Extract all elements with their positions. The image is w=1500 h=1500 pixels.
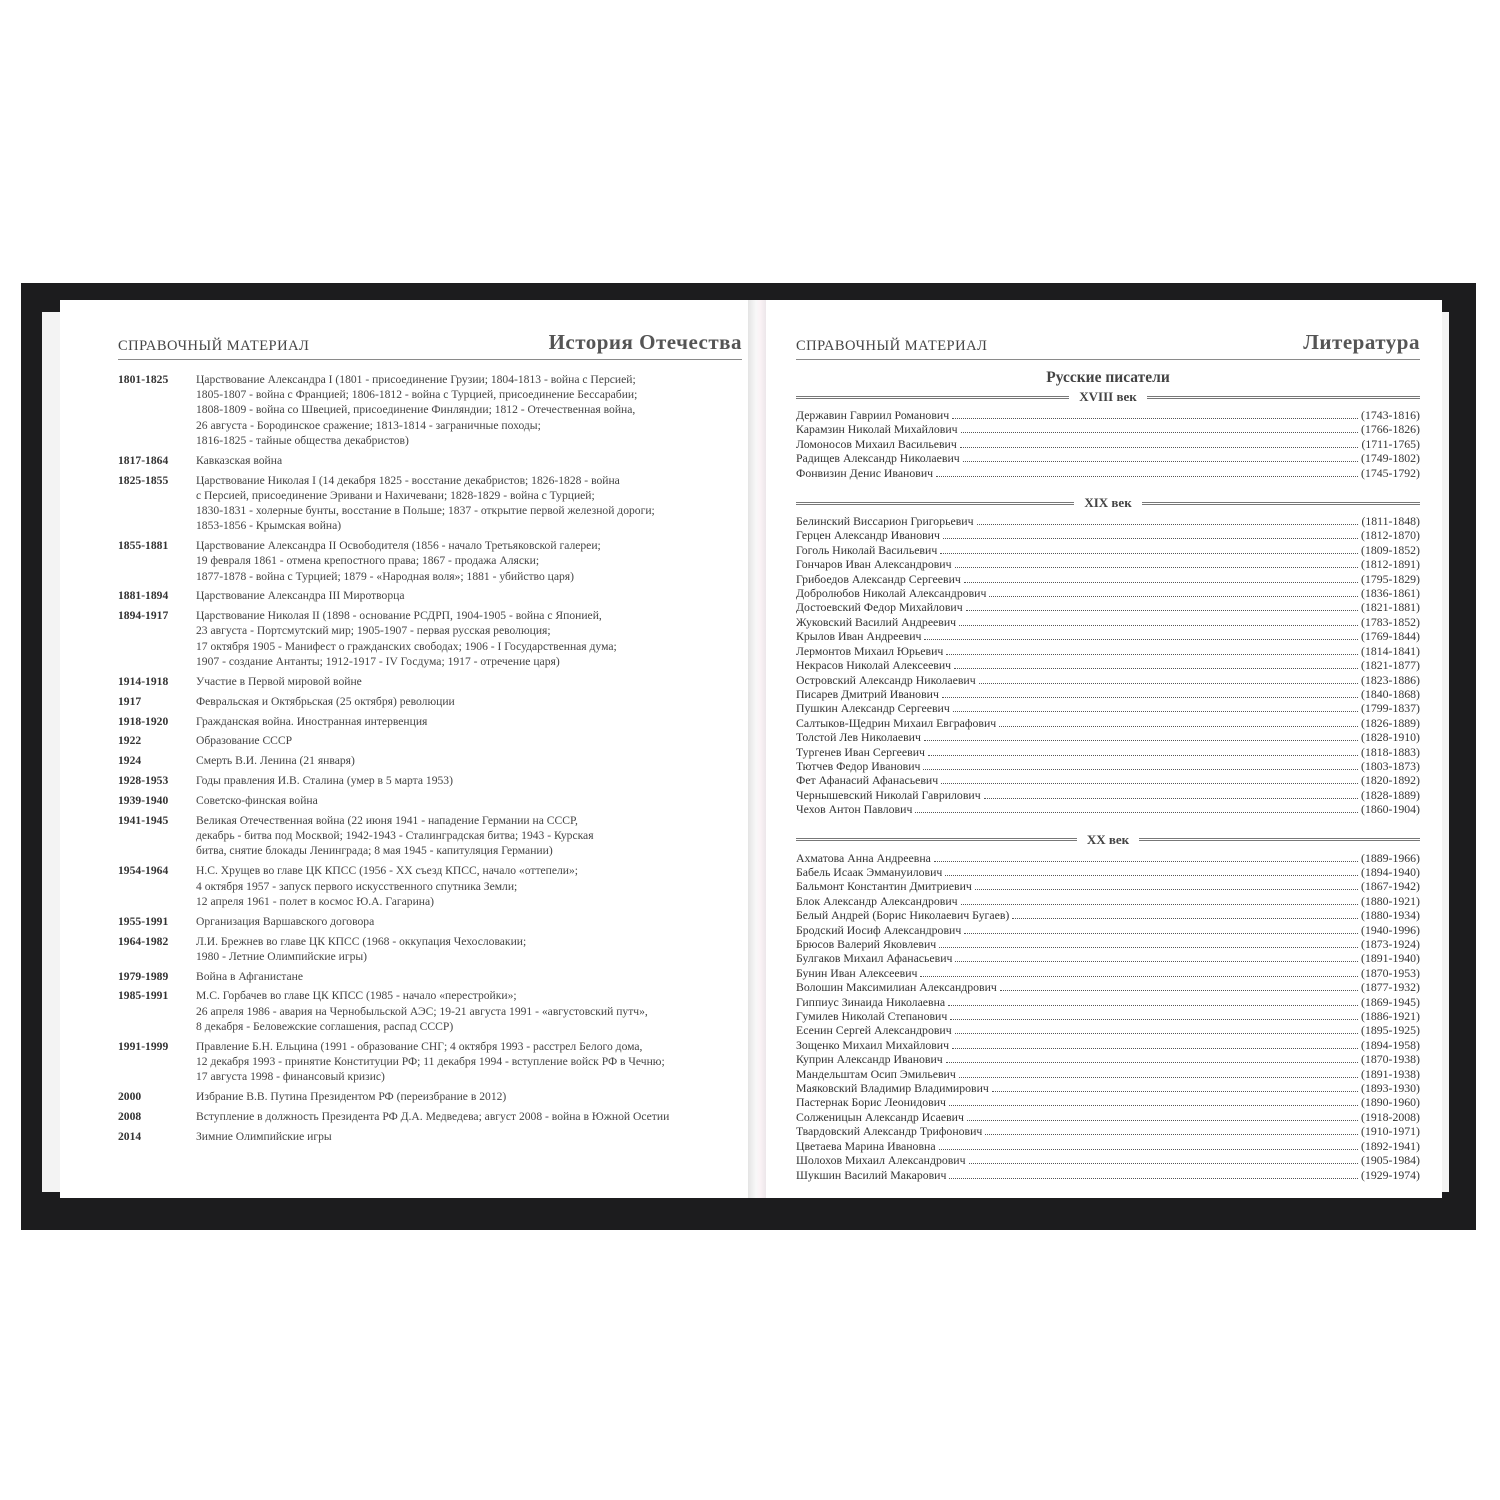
writer-row — [796, 514, 1420, 528]
timeline-event: Смерть В.И. Ленина (21 января) — [196, 754, 355, 768]
writer-name: Жуковский Василий Андреевич — [796, 614, 957, 629]
writer-years: (1889-1966) — [1361, 850, 1420, 865]
writer-row — [796, 466, 1420, 480]
writer-years: (1880-1921) — [1361, 893, 1420, 908]
writer-years: (1823-1886) — [1361, 672, 1420, 687]
writer-name: Маяковский Владимир Владимирович — [796, 1081, 989, 1096]
writer-years: (1929-1974) — [1361, 1167, 1420, 1182]
timeline-year: 1954-1964 — [118, 864, 169, 878]
writer-row — [796, 908, 1420, 922]
timeline-year: 1964-1982 — [118, 934, 169, 948]
timeline-event: Н.С. Хрущев во главе ЦК КПСС (1956 - XX съезд КПСС, начало «оттепели»; 4 октября 1957 - запуск первого искусственного спутника Земли; 12 апреля 1961 - полет в космос Ю.А. Гагарина) — [196, 864, 579, 908]
writer-years: (1860-1904) — [1361, 802, 1420, 817]
writer-years: (1809-1852) — [1361, 542, 1420, 557]
writer-row — [796, 716, 1420, 730]
writer-name: Твардовский Александр Трифонович — [796, 1124, 983, 1139]
writer-name: Герцен Александр Иванович — [796, 528, 940, 543]
writer-years: (1745-1792) — [1361, 465, 1420, 480]
writer-name: Цветаева Марина Ивановна — [796, 1138, 936, 1153]
century-label: XVIII век — [1079, 389, 1137, 404]
century-heading — [796, 389, 1420, 405]
timeline-row — [118, 988, 742, 1034]
century-label: XIX век — [1084, 495, 1132, 511]
timeline-row — [118, 1039, 742, 1085]
dot-leader — [943, 538, 1358, 539]
dot-leader — [952, 1048, 1358, 1049]
timeline-row — [118, 863, 742, 909]
writer-row — [796, 437, 1420, 451]
dot-leader — [985, 1134, 1358, 1135]
writer-name: Добролюбов Николай Александрович — [796, 586, 987, 601]
writer-years: (1769-1844) — [1361, 629, 1420, 644]
writer-years: (1869-1945) — [1361, 994, 1420, 1009]
writer-row — [796, 865, 1420, 879]
writer-years: (1894-1940) — [1361, 864, 1420, 879]
divider — [1142, 502, 1420, 505]
writer-row — [796, 980, 1420, 994]
timeline-event: Советско-финская война — [196, 794, 318, 808]
dot-leader — [942, 697, 1358, 698]
section-gap — [796, 480, 1420, 493]
writer-row — [796, 802, 1420, 816]
timeline-row — [118, 608, 742, 669]
dot-leader — [977, 524, 1359, 525]
divider — [796, 396, 1069, 399]
timeline-event: Избрание В.В. Путина Президентом РФ (переизбрание в 2012) — [196, 1090, 507, 1104]
dot-leader — [961, 904, 1358, 905]
writer-row — [796, 745, 1420, 759]
writer-name: Карамзин Николай Михайлович — [796, 422, 958, 437]
writer-name: Ахматова Анна Андреевна — [796, 850, 931, 865]
dot-leader — [969, 1163, 1358, 1164]
writers-list — [796, 389, 1420, 1182]
dot-leader — [984, 798, 1358, 799]
timeline-year: 1991-1999 — [118, 1039, 169, 1053]
writer-row — [796, 658, 1420, 672]
writer-years: (1812-1891) — [1361, 557, 1420, 572]
writer-row — [796, 1038, 1420, 1052]
timeline-event: Война в Афганистане — [196, 969, 303, 983]
writer-years: (1818-1883) — [1361, 744, 1420, 759]
writer-years: (1820-1892) — [1361, 773, 1420, 788]
writer-name: Солженицын Александр Исаевич — [796, 1109, 964, 1124]
writer-row — [796, 879, 1420, 893]
timeline-year: 1979-1989 — [118, 969, 169, 983]
writer-years: (1828-1889) — [1361, 787, 1420, 802]
dot-leader — [949, 1105, 1358, 1106]
century-heading — [796, 495, 1420, 511]
writer-years: (1870-1938) — [1361, 1052, 1420, 1067]
writer-row — [796, 1023, 1420, 1037]
writer-name: Шолохов Михаил Александрович — [796, 1153, 966, 1168]
writer-row — [796, 557, 1420, 571]
writer-row — [796, 773, 1420, 787]
writer-name: Грибоедов Александр Сергеевич — [796, 571, 961, 586]
dot-leader — [946, 1062, 1358, 1063]
timeline-event: Кавказская война — [196, 453, 283, 467]
writer-name: Тютчев Федор Иванович — [796, 758, 921, 773]
writer-name: Фонвизин Денис Иванович — [796, 465, 934, 480]
timeline-year: 1985-1991 — [118, 989, 169, 1003]
right-page — [766, 300, 1442, 1198]
timeline-event: Царствование Николая II (1898 - основание РСДРП, 1904-1905 - война с Японией, 23 августа - Портсмутский мир; 1905-1907 - первая русская революция; 17 октября 1905 - Манифест о гражданских свободах; 1906 - I Государственная дума; 1907 - создание Антанты; 1912-1917 - IV Госдума; 1917 - отречение царя) — [196, 609, 617, 668]
writer-years: (1893-1930) — [1361, 1081, 1420, 1096]
writer-name: Державин Гавриил Романович — [796, 408, 950, 422]
writer-years: (1867-1942) — [1361, 879, 1420, 894]
dot-leader — [940, 553, 1358, 554]
writer-name: Фет Афанасий Афанасьевич — [796, 773, 939, 788]
writer-row — [796, 673, 1420, 687]
writer-name: Бунин Иван Алексеевич — [796, 965, 918, 980]
dot-leader — [975, 889, 1358, 890]
dot-leader — [939, 1149, 1358, 1150]
writer-name: Гиппиус Зинаида Николаевна — [796, 994, 946, 1009]
dot-leader — [960, 447, 1359, 448]
writer-name: Чернышевский Николай Гаврилович — [796, 787, 981, 802]
timeline-year: 1918-1920 — [118, 714, 169, 728]
timeline-year: 1881-1894 — [118, 589, 169, 603]
writer-name: Блок Александр Александрович — [796, 893, 958, 908]
writer-name: Гончаров Иван Александрович — [796, 557, 952, 572]
writer-name: Гоголь Николай Васильевич — [796, 542, 938, 557]
timeline-row — [118, 1089, 742, 1104]
timeline-year: 1894-1917 — [118, 609, 169, 623]
dot-leader — [923, 769, 1358, 770]
writer-row — [796, 572, 1420, 586]
timeline-row — [118, 588, 742, 603]
writer-years: (1812-1870) — [1361, 528, 1420, 543]
dot-leader — [934, 861, 1358, 862]
writer-name: Салтыков-Щедрин Михаил Евграфович — [796, 715, 997, 730]
dot-leader — [955, 1033, 1358, 1034]
writer-name: Бродский Иосиф Александрович — [796, 922, 962, 937]
writer-years: (1828-1910) — [1361, 730, 1420, 745]
writer-name: Бальмонт Константин Дмитриевич — [796, 879, 972, 894]
writer-years: (1799-1837) — [1361, 701, 1420, 716]
writer-name: Тургенев Иван Сергеевич — [796, 744, 925, 759]
writer-name: Толстой Лев Николаевич — [796, 730, 921, 745]
timeline-year: 1917 — [118, 694, 142, 708]
timeline-row — [118, 674, 742, 689]
writer-years: (1880-1934) — [1361, 908, 1420, 923]
writers-subtitle: Русские писатели — [1046, 369, 1170, 386]
writer-row — [796, 923, 1420, 937]
timeline-event: Годы правления И.В. Сталина (умер в 5 марта 1953) — [196, 774, 453, 788]
writer-years: (1910-1971) — [1361, 1124, 1420, 1139]
timeline-year: 1817-1864 — [118, 453, 169, 467]
writer-name: Зощенко Михаил Михайлович — [796, 1037, 950, 1052]
dot-leader — [949, 1178, 1358, 1179]
writer-row — [796, 1095, 1420, 1109]
writer-row — [796, 1081, 1420, 1095]
dot-leader — [955, 567, 1358, 568]
writer-row — [796, 937, 1420, 951]
writer-name: Островский Александр Николаевич — [796, 672, 976, 687]
writer-name: Брюсов Валерий Яковлевич — [796, 937, 937, 951]
dot-leader — [941, 783, 1358, 784]
dot-leader — [966, 610, 1358, 611]
timeline-row — [118, 773, 742, 788]
timeline-row — [118, 969, 742, 984]
writer-years: (1795-1829) — [1361, 571, 1420, 586]
dot-leader — [954, 668, 1358, 669]
writer-row — [796, 422, 1420, 436]
right-page-header — [796, 326, 1420, 360]
dot-leader — [967, 1120, 1358, 1121]
dot-leader — [924, 740, 1358, 741]
writer-name: Некрасов Николай Алексеевич — [796, 658, 952, 673]
timeline-year: 2008 — [118, 1109, 142, 1123]
writer-row — [796, 788, 1420, 802]
writer-years: (1811-1848) — [1361, 514, 1420, 529]
writer-row — [796, 1139, 1420, 1153]
writer-name: Радищев Александр Николаевич — [796, 451, 960, 466]
timeline-year: 1939-1940 — [118, 794, 169, 808]
timeline-event: Великая Отечественная война (22 июня 1941 - нападение Германии на СССР, декабрь - битва под Москвой; 1942-1943 - Сталинградская битва; 1943 - Курская битва, снятие блокады Ленинграда; 8 мая 1945 - капитуляция Германии) — [196, 814, 594, 858]
writer-years: (1940-1996) — [1361, 922, 1420, 937]
left-page-header — [118, 326, 742, 360]
writer-name: Мандельштам Осип Эмильевич — [796, 1066, 956, 1081]
history-timeline — [118, 372, 742, 1144]
dot-leader — [952, 418, 1358, 419]
dot-leader — [953, 711, 1358, 712]
timeline-event: Организация Варшавского договора — [196, 914, 375, 928]
timeline-row — [118, 453, 742, 468]
writer-name: Писарев Дмитрий Иванович — [796, 686, 939, 701]
writer-row — [796, 894, 1420, 908]
writer-years: (1905-1984) — [1361, 1153, 1420, 1168]
writer-row — [796, 1124, 1420, 1138]
century-label: XX век — [1086, 831, 1130, 847]
dot-leader — [915, 812, 1358, 813]
dot-leader — [928, 755, 1358, 756]
writer-row — [796, 408, 1420, 422]
writer-years: (1894-1958) — [1361, 1037, 1420, 1052]
timeline-row — [118, 753, 742, 768]
dot-leader — [964, 933, 1358, 934]
dot-leader — [964, 582, 1358, 583]
century-heading — [796, 832, 1420, 848]
dot-leader — [948, 1005, 1358, 1006]
writer-name: Белинский Виссарион Григорьевич — [796, 514, 974, 529]
divider — [1147, 396, 1420, 399]
writer-row — [796, 451, 1420, 465]
dot-leader — [955, 961, 1358, 962]
timeline-event: Вступление в должность Президента РФ Д.А. Медведева; август 2008 - война в Южной Осетии — [196, 1109, 670, 1123]
timeline-year: 1955-1991 — [118, 914, 169, 928]
writer-row — [796, 1067, 1420, 1081]
dot-leader — [936, 476, 1358, 477]
page-title: Литература — [1303, 330, 1420, 354]
timeline-year: 2000 — [118, 1090, 142, 1104]
writer-row — [796, 730, 1420, 744]
writer-years: (1892-1941) — [1361, 1138, 1420, 1153]
writer-row — [796, 586, 1420, 600]
writer-row — [796, 851, 1420, 865]
timeline-event: Царствование Александра III Миротворца — [196, 589, 405, 603]
timeline-event: Правление Б.Н. Ельцина (1991 - образование СНГ; 4 октября 1993 - расстрел Белого дома, 12 декабря 1993 - принятие Конституции РФ; 11 декабря 1994 - вступление войск РФ в Чечню; 17 августа 1998 - финансовый кризис) — [196, 1039, 665, 1084]
writer-years: (1814-1841) — [1361, 643, 1420, 658]
writer-years: (1836-1861) — [1361, 586, 1420, 601]
writer-row — [796, 951, 1420, 965]
writer-row — [796, 1009, 1420, 1023]
writer-years: (1821-1877) — [1361, 658, 1420, 673]
timeline-event: Царствование Николая I (14 декабря 1825 - восстание декабристов; 1826-1828 - война с Персией, присоединение Эривани и Нахичевани; 1828-1829 - война с Турцией; 1830-1831 - холерные бунты, восстание в Польше; 1837 - открытие первой железной дороги; 1853-1856 - Крымская война) — [196, 473, 655, 533]
writer-name: Булгаков Михаил Афанасьевич — [796, 951, 953, 966]
divider — [796, 502, 1074, 505]
writer-years: (1821-1881) — [1361, 600, 1420, 615]
writer-years: (1877-1932) — [1361, 980, 1420, 995]
writer-years: (1766-1826) — [1361, 422, 1420, 437]
dot-leader — [963, 461, 1358, 462]
dot-leader — [992, 1091, 1358, 1092]
writer-years: (1711-1765) — [1361, 436, 1420, 451]
writer-years: (1890-1960) — [1361, 1095, 1420, 1110]
writer-name: Достоевский Федор Михайлович — [796, 600, 963, 615]
dot-leader — [950, 1019, 1358, 1020]
writer-years: (1749-1802) — [1361, 451, 1420, 466]
dot-leader — [920, 976, 1358, 977]
writer-row — [796, 528, 1420, 542]
dot-leader — [946, 654, 1358, 655]
timeline-row — [118, 733, 742, 748]
dot-leader — [945, 875, 1358, 876]
writer-name: Пушкин Александр Сергеевич — [796, 701, 950, 716]
writer-years: (1918-2008) — [1361, 1109, 1420, 1124]
writer-years: (1840-1868) — [1361, 686, 1420, 701]
dot-leader — [959, 625, 1358, 626]
writer-row — [796, 995, 1420, 1009]
timeline-row — [118, 538, 742, 584]
timeline-row — [118, 372, 742, 448]
timeline-event: Февральская и Октябрьская (25 октября) революции — [196, 694, 455, 708]
writer-years: (1783-1852) — [1361, 614, 1420, 629]
dot-leader — [989, 596, 1358, 597]
timeline-year: 1801-1825 — [118, 373, 169, 386]
timeline-row — [118, 473, 742, 534]
timeline-year: 1928-1953 — [118, 774, 169, 788]
writer-years: (1803-1873) — [1361, 758, 1420, 773]
writer-row — [796, 615, 1420, 629]
writer-name: Есенин Сергей Александрович — [796, 1023, 952, 1038]
writer-name: Лермонтов Михаил Юрьевич — [796, 643, 944, 658]
section-gap — [796, 817, 1420, 830]
timeline-year: 1924 — [118, 754, 142, 768]
writer-row — [796, 687, 1420, 701]
book-gutter — [748, 300, 768, 1198]
writer-name: Чехов Антон Павлович — [796, 802, 913, 817]
section-label: СПРАВОЧНЫЙ МАТЕРИАЛ — [796, 338, 988, 354]
dot-leader — [1000, 990, 1358, 991]
writer-name: Шукшин Василий Макарович — [796, 1167, 947, 1182]
timeline-row — [118, 714, 742, 729]
timeline-year: 1855-1881 — [118, 539, 169, 553]
writer-row — [796, 600, 1420, 614]
writer-name: Ломоносов Михаил Васильевич — [796, 436, 957, 451]
divider — [796, 838, 1077, 841]
dot-leader — [961, 432, 1358, 433]
writer-row — [796, 759, 1420, 773]
timeline-row — [118, 1109, 742, 1124]
section-label: СПРАВОЧНЫЙ МАТЕРИАЛ — [118, 338, 310, 354]
writer-years: (1895-1925) — [1361, 1023, 1420, 1038]
writer-name: Крылов Иван Андреевич — [796, 629, 922, 644]
writer-row — [796, 1153, 1420, 1167]
dot-leader — [1012, 918, 1358, 919]
timeline-row — [118, 694, 742, 709]
writer-row — [796, 543, 1420, 557]
timeline-year: 1825-1855 — [118, 473, 169, 487]
timeline-year: 1941-1945 — [118, 814, 169, 828]
dot-leader — [924, 639, 1358, 640]
timeline-row — [118, 914, 742, 929]
page-title: История Отечества — [548, 330, 742, 354]
writer-row — [796, 966, 1420, 980]
timeline-event: Образование СССР — [196, 734, 293, 748]
left-page — [60, 300, 750, 1198]
writer-name: Белый Андрей (Борис Николаевич Бугаев) — [796, 908, 1010, 923]
dot-leader — [999, 726, 1358, 727]
timeline-event: Зимние Олимпийские игры — [196, 1129, 332, 1143]
timeline-event: Царствование Александра I (1801 - присоединение Грузии; 1804-1813 - война с Персией; 1805-1807 - война с Францией; 1806-1812 - война с Турцией, присоединение Бессарабии; 1808-1809 - война со Швецией, присоединение Финляндии; 1812 - Отечественная война, 26 августа - Бородинское сражение; 1813-1814 - заграничные походы; 1816-1825 - тайные общества декабристов) — [196, 373, 638, 447]
writer-years: (1873-1924) — [1361, 937, 1420, 951]
writer-row — [796, 1052, 1420, 1066]
writer-row — [796, 1110, 1420, 1124]
timeline-event: Л.И. Брежнев во главе ЦК КПСС (1968 - оккупация Чехословакии; 1980 - Летние Олимпийские игры) — [196, 934, 527, 963]
timeline-event: М.С. Горбачев во главе ЦК КПСС (1985 - начало «перестройки»; 26 апреля 1986 - авария на Чернобыльской АЭС; 19-21 августа 1991 - «августовский путч», 8 декабря - Беловежские соглашения, распад СССР) — [196, 989, 648, 1033]
writer-name: Бабель Исаак Эммануилович — [796, 864, 943, 879]
dot-leader — [959, 1077, 1358, 1078]
timeline-year: 1922 — [118, 734, 142, 748]
writer-row — [796, 1168, 1420, 1182]
writer-name: Гумилев Николай Степанович — [796, 1009, 948, 1024]
timeline-row — [118, 793, 742, 808]
timeline-event: Гражданская война. Иностранная интервенция — [196, 714, 428, 728]
timeline-year: 1914-1918 — [118, 674, 169, 688]
timeline-year: 2014 — [118, 1129, 142, 1143]
timeline-row — [118, 813, 742, 859]
writer-years: (1886-1921) — [1361, 1009, 1420, 1024]
writer-name: Волошин Максимилиан Александрович — [796, 980, 997, 995]
writer-name: Пастернак Борис Леонидович — [796, 1095, 946, 1110]
writer-years: (1891-1940) — [1361, 951, 1420, 966]
writer-years: (1891-1938) — [1361, 1066, 1420, 1081]
dot-leader — [979, 683, 1358, 684]
divider — [1139, 838, 1420, 841]
timeline-event: Участие в Первой мировой войне — [196, 674, 362, 688]
writer-row — [796, 644, 1420, 658]
timeline-event: Царствование Александра II Освободителя (1856 - начало Третьяковской галереи; 19 февраля 1861 - отмена крепостного права; 1867 - продажа Аляски; 1877-1878 - война с Турцией; 1879 - «Народная воля»; 1881 - убийство царя) — [196, 539, 601, 583]
writer-years: (1826-1889) — [1361, 715, 1420, 730]
writer-name: Куприн Александр Иванович — [796, 1052, 943, 1067]
writer-years: (1870-1953) — [1361, 965, 1420, 980]
timeline-row — [118, 934, 742, 964]
writer-years: (1743-1816) — [1361, 408, 1420, 422]
writer-row — [796, 701, 1420, 715]
dot-leader — [939, 947, 1358, 948]
timeline-row — [118, 1129, 742, 1144]
writer-row — [796, 629, 1420, 643]
